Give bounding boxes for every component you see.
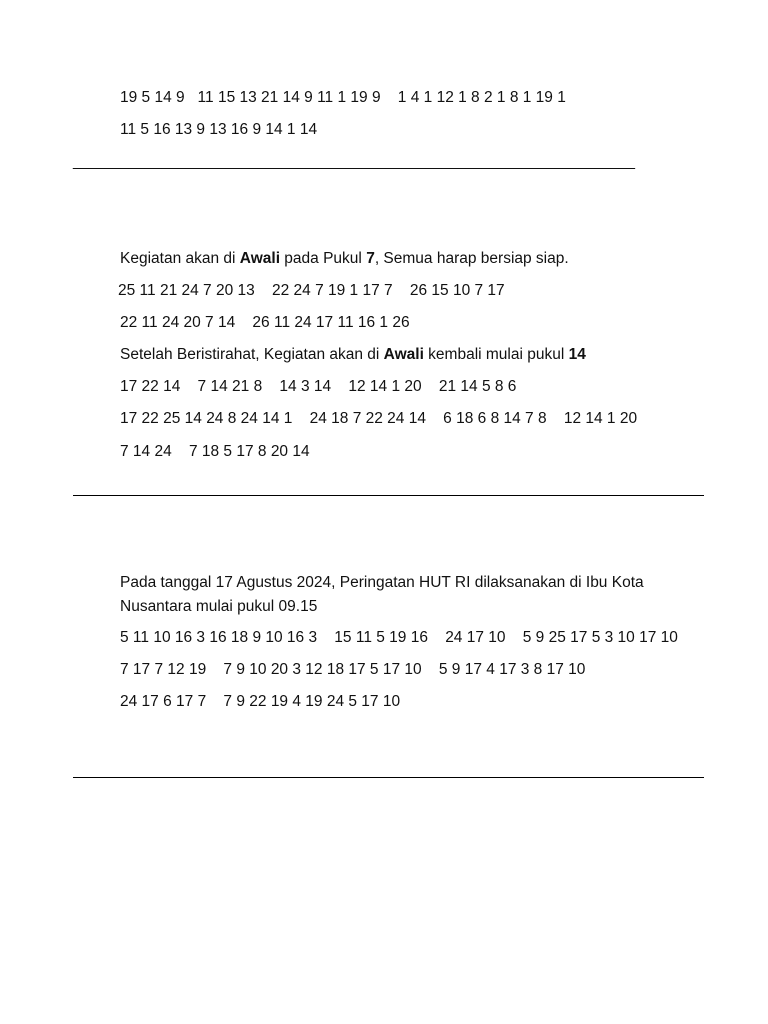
cipher-line: 25 11 21 24 7 20 13 22 24 7 19 1 17 7 26 15 10 7 17 [118,282,505,299]
cipher-line: 17 22 25 14 24 8 24 14 1 24 18 7 22 24 14 6 18 6 8 14 7 8 12 14 1 20 [120,410,638,427]
instruction-sentence [120,345,586,365]
cipher-line: 5 11 10 16 3 16 18 9 10 16 3 15 11 5 19 16 24 17 10 5 9 25 17 5 3 10 17 10 [120,629,678,646]
sentence-text: Kegiatan akan di [120,250,240,267]
horizontal-rule [73,777,704,778]
cipher-line: 7 17 7 12 19 7 9 10 20 3 12 18 17 5 17 10 5 9 17 4 17 3 8 17 10 [120,661,586,678]
horizontal-rule [73,495,704,496]
bold-number: 14 [568,346,586,363]
sentence-text: , Semua harap bersiap siap. [374,250,569,267]
bold-word: Awali [383,346,424,363]
sentence-text: Setelah Beristirahat, Kegiatan akan di [120,346,384,363]
cipher-line: 22 11 24 20 7 14 26 11 24 17 11 16 1 26 [120,314,410,331]
bold-number: 7 [366,250,375,267]
cipher-line: 19 5 14 9 11 15 13 21 14 9 11 1 19 9 1 4 1 12 1 8 2 1 8 1 19 1 [120,89,566,106]
sentence-text: kembali mulai pukul [423,346,569,363]
sentence-text: pada Pukul [280,250,367,267]
cipher-line: 24 17 6 17 7 7 9 22 19 4 19 24 5 17 10 [120,693,401,710]
cipher-line: 11 5 16 13 9 13 16 9 14 1 14 [120,121,318,138]
cipher-line: 7 14 24 7 18 5 17 8 20 14 [120,443,310,460]
instruction-sentence [120,249,569,269]
cipher-line: 17 22 14 7 14 21 8 14 3 14 12 14 1 20 21 14 5 8 6 [120,378,517,395]
underscore-divider: ______________________________________________________________________ [73,153,635,170]
instruction-sentence: Pada tanggal 17 Agustus 2024, Peringatan HUT RI dilaksanakan di Ibu Kota Nusantara mulai pukul 09.15 [120,574,644,615]
bold-word: Awali [239,250,280,267]
